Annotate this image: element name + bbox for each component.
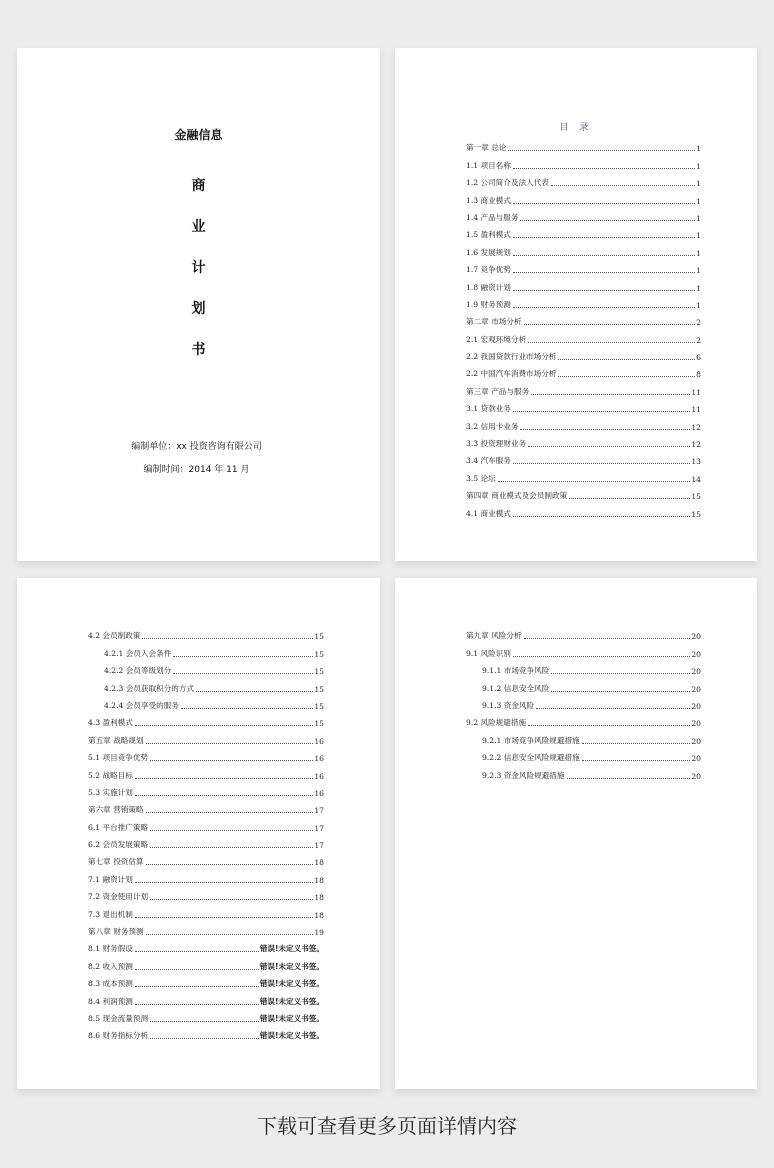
toc-entry-title: 5.2 战略目标 bbox=[88, 770, 133, 780]
toc-entry[interactable] bbox=[466, 206, 701, 223]
toc-entry-page: 20 bbox=[691, 771, 701, 781]
toc-entry-page: 14 bbox=[691, 474, 701, 484]
cover-page bbox=[17, 48, 380, 561]
toc-entry-page: 错误!未定义书签。 bbox=[259, 961, 324, 971]
toc-entry-title: 9.1 风险识别 bbox=[466, 648, 511, 658]
toc-entry-page: 19 bbox=[314, 928, 324, 938]
toc-entry-title: 9.2.3 资金风险规避措施 bbox=[482, 770, 565, 780]
toc-entry[interactable] bbox=[88, 989, 324, 1006]
toc-entry-page: 错误!未定义书签。 bbox=[259, 1031, 324, 1041]
toc-entry-title: 9.2.1 市场竞争风险规避措施 bbox=[482, 735, 580, 745]
toc-entry-page: 13 bbox=[691, 457, 701, 467]
cover-title-char: 计 bbox=[191, 260, 206, 276]
toc-entry-page: 12 bbox=[691, 440, 701, 450]
toc-entry[interactable] bbox=[88, 885, 324, 902]
toc-entry[interactable] bbox=[88, 659, 324, 676]
toc-leader-dots bbox=[135, 725, 313, 726]
toc-entry[interactable] bbox=[466, 188, 701, 205]
toc-entry-page: 1 bbox=[696, 231, 701, 241]
toc-entry[interactable] bbox=[88, 746, 324, 763]
toc-leader-dots bbox=[513, 463, 690, 464]
toc-entry-title: 4.2.2 会员等级划分 bbox=[104, 666, 172, 676]
toc-entry[interactable] bbox=[466, 171, 701, 188]
toc-entry-page: 错误!未定义书签。 bbox=[259, 996, 324, 1006]
toc-entry[interactable] bbox=[88, 867, 324, 884]
toc-entry-title: 4.2 会员制政策 bbox=[88, 631, 141, 641]
toc-leader-dots bbox=[513, 272, 695, 273]
toc-entry-page: 16 bbox=[314, 754, 324, 764]
toc-entry-page: 15 bbox=[314, 684, 324, 694]
toc-leader-dots bbox=[150, 1021, 259, 1022]
toc-leader-dots bbox=[150, 1038, 259, 1039]
toc-leader-dots bbox=[582, 743, 691, 744]
toc-entry[interactable] bbox=[466, 397, 701, 414]
toc-page-1 bbox=[395, 48, 757, 561]
toc-entry-title: 第一章 总论 bbox=[466, 143, 507, 153]
cover-title-char: 业 bbox=[191, 219, 206, 235]
toc-leader-dots bbox=[150, 847, 313, 848]
toc-entry[interactable] bbox=[466, 501, 701, 518]
toc-entry-title: 3.5 论坛 bbox=[466, 473, 496, 483]
toc-leader-dots bbox=[146, 812, 314, 813]
toc-entry-page: 2 bbox=[696, 318, 701, 328]
toc-entry-title: 8.4 利润预测 bbox=[88, 996, 133, 1006]
toc-leader-dots bbox=[528, 725, 690, 726]
toc-entry-title: 第五章 战略规划 bbox=[88, 735, 144, 745]
toc-leader-dots bbox=[135, 917, 313, 918]
toc-entry-page: 16 bbox=[314, 788, 324, 798]
toc-leader-dots bbox=[150, 830, 313, 831]
cover-title-char: 划 bbox=[191, 301, 206, 317]
toc-entry-title: 9.1.2 信息安全风险 bbox=[482, 683, 550, 693]
cover-title bbox=[17, 178, 380, 383]
toc-entry-page: 错误!未定义书签。 bbox=[259, 944, 324, 954]
toc-entry-page: 1 bbox=[696, 213, 701, 223]
toc-entry-page: 15 bbox=[691, 492, 701, 502]
toc-entry-title: 8.5 现金流量预测 bbox=[88, 1013, 149, 1023]
toc-list bbox=[466, 624, 701, 781]
toc-entry-title: 第六章 营销策略 bbox=[88, 805, 144, 815]
toc-entry[interactable] bbox=[466, 624, 701, 641]
toc-entry-page: 15 bbox=[314, 649, 324, 659]
toc-leader-dots bbox=[135, 882, 313, 883]
toc-entry-page: 15 bbox=[314, 701, 324, 711]
toc-entry-title: 3.4 汽车服务 bbox=[466, 456, 511, 466]
toc-leader-dots bbox=[513, 237, 695, 238]
toc-leader-dots bbox=[498, 481, 691, 482]
toc-leader-dots bbox=[513, 290, 695, 291]
toc-entry-page: 8 bbox=[696, 370, 701, 380]
toc-leader-dots bbox=[142, 638, 313, 639]
toc-leader-dots bbox=[520, 429, 690, 430]
toc-leader-dots bbox=[569, 498, 690, 499]
toc-entry-title: 1.3 商业模式 bbox=[466, 195, 511, 205]
toc-entry-title: 2.2 中国汽车消费市场分析 bbox=[466, 369, 557, 379]
toc-entry-title: 1.8 融资计划 bbox=[466, 282, 511, 292]
toc-entry[interactable] bbox=[466, 763, 701, 780]
toc-entry[interactable] bbox=[88, 972, 324, 989]
toc-entry-page: 1 bbox=[696, 248, 701, 258]
toc-entry[interactable] bbox=[466, 258, 701, 275]
toc-entry-title: 4.3 盈利模式 bbox=[88, 718, 133, 728]
toc-entry[interactable] bbox=[466, 345, 701, 362]
toc-entry-title: 8.1 财务假设 bbox=[88, 944, 133, 954]
toc-entry[interactable] bbox=[466, 659, 701, 676]
toc-entry-page: 20 bbox=[691, 701, 701, 711]
toc-entry[interactable] bbox=[466, 432, 701, 449]
toc-entry-title: 第七章 投资估算 bbox=[88, 857, 144, 867]
toc-entry-title: 2.1 宏观环境分析 bbox=[466, 334, 527, 344]
toc-leader-dots bbox=[558, 359, 695, 360]
toc-entry[interactable] bbox=[88, 624, 324, 641]
toc-entry-page: 11 bbox=[691, 387, 701, 397]
download-hint: 下载可查看更多页面详情内容 bbox=[257, 1114, 517, 1138]
toc-entry-title: 第三章 产品与服务 bbox=[466, 386, 530, 396]
toc-entry-title: 1.9 财务预测 bbox=[466, 299, 511, 309]
cover-title-char: 商 bbox=[191, 178, 206, 194]
toc-leader-dots bbox=[135, 986, 259, 987]
toc-entry-page: 错误!未定义书签。 bbox=[259, 1013, 324, 1023]
toc-entry-title: 1.2 公司简介及法人代表 bbox=[466, 178, 549, 188]
toc-entry-page: 20 bbox=[691, 632, 701, 642]
toc-entry-title: 2.2 我国贷款行业市场分析 bbox=[466, 352, 557, 362]
toc-entry[interactable] bbox=[466, 484, 701, 501]
toc-entry-title: 1.7 竞争优势 bbox=[466, 265, 511, 275]
toc-entry-page: 1 bbox=[696, 300, 701, 310]
toc-entry-page: 15 bbox=[314, 632, 324, 642]
toc-leader-dots bbox=[146, 934, 314, 935]
toc-entry-page: 1 bbox=[696, 196, 701, 206]
toc-entry[interactable] bbox=[466, 746, 701, 763]
toc-entry-title: 8.3 成本预测 bbox=[88, 979, 133, 989]
toc-entry[interactable] bbox=[88, 902, 324, 919]
toc-entry-title: 8.2 收入预测 bbox=[88, 961, 133, 971]
toc-entry-title: 9.2 风险规避措施 bbox=[466, 718, 527, 728]
toc-entry[interactable] bbox=[88, 1007, 324, 1024]
toc-entry-title: 4.2.1 会员入会条件 bbox=[104, 648, 172, 658]
toc-entry[interactable] bbox=[466, 275, 701, 292]
toc-leader-dots bbox=[196, 691, 313, 692]
cover-company: 金融信息 bbox=[174, 128, 223, 142]
cover-title-char: 书 bbox=[191, 342, 206, 358]
toc-entry-page: 15 bbox=[691, 509, 701, 519]
toc-leader-dots bbox=[173, 673, 313, 674]
toc-entry-title: 1.4 产品与服务 bbox=[466, 212, 519, 222]
toc-entry-page: 1 bbox=[696, 179, 701, 189]
toc-entry[interactable] bbox=[88, 641, 324, 658]
toc-leader-dots bbox=[150, 760, 313, 761]
toc-leader-dots bbox=[528, 342, 695, 343]
toc-entry-page: 17 bbox=[314, 841, 324, 851]
toc-entry[interactable] bbox=[466, 362, 701, 379]
toc-entry[interactable] bbox=[466, 293, 701, 310]
toc-entry-title: 1.6 发展规划 bbox=[466, 247, 511, 257]
toc-entry-title: 9.2.2 信息安全风险规避措施 bbox=[482, 753, 580, 763]
toc-entry[interactable] bbox=[466, 379, 701, 396]
toc-entry-page: 15 bbox=[314, 667, 324, 677]
toc-entry-page: 1 bbox=[696, 266, 701, 276]
toc-entry-page: 12 bbox=[691, 422, 701, 432]
toc-leader-dots bbox=[513, 307, 695, 308]
toc-entry-title: 9.1.1 市场竞争风险 bbox=[482, 666, 550, 676]
toc-entry-page: 16 bbox=[314, 736, 324, 746]
toc-leader-dots bbox=[524, 638, 691, 639]
toc-entry[interactable] bbox=[88, 920, 324, 937]
toc-entry-title: 第八章 财务预测 bbox=[88, 927, 144, 937]
toc-leader-dots bbox=[558, 376, 695, 377]
toc-leader-dots bbox=[567, 778, 691, 779]
toc-entry-title: 3.3 投资理财业务 bbox=[466, 439, 527, 449]
toc-entry-page: 1 bbox=[696, 144, 701, 154]
toc-entry-title: 6.1 平台推广策略 bbox=[88, 822, 149, 832]
toc-entry[interactable] bbox=[88, 694, 324, 711]
toc-entry-page: 11 bbox=[691, 405, 701, 415]
toc-entry-page: 18 bbox=[314, 875, 324, 885]
toc-leader-dots bbox=[513, 411, 690, 412]
toc-entry-title: 5.1 项目竞争优势 bbox=[88, 753, 149, 763]
toc-entry[interactable] bbox=[466, 711, 701, 728]
toc-leader-dots bbox=[181, 708, 313, 709]
toc-entry-page: 1 bbox=[696, 161, 701, 171]
toc-entry[interactable] bbox=[466, 223, 701, 240]
toc-leader-dots bbox=[528, 446, 690, 447]
toc-entry[interactable] bbox=[466, 466, 701, 483]
toc-entry-title: 6.2 会员发展策略 bbox=[88, 840, 149, 850]
toc-entry[interactable] bbox=[466, 728, 701, 745]
toc-entry-title: 3.1 贷款业务 bbox=[466, 404, 511, 414]
toc-leader-dots bbox=[173, 656, 313, 657]
toc-entry-page: 18 bbox=[314, 893, 324, 903]
toc-leader-dots bbox=[513, 255, 695, 256]
toc-entry[interactable] bbox=[466, 676, 701, 693]
toc-entry-page: 6 bbox=[696, 353, 701, 363]
cover-date: 编制时间：2014 年 11 月 bbox=[143, 465, 250, 475]
toc-entry[interactable] bbox=[88, 833, 324, 850]
toc-entry[interactable] bbox=[466, 310, 701, 327]
toc-list bbox=[88, 624, 324, 1041]
toc-entry-title: 第四章 商业模式及会员制政策 bbox=[466, 491, 568, 501]
toc-entry[interactable] bbox=[88, 763, 324, 780]
toc-entry[interactable] bbox=[88, 850, 324, 867]
toc-entry[interactable] bbox=[88, 781, 324, 798]
cover-unit: 编制单位：xx 投资咨询有限公司 bbox=[131, 442, 262, 452]
toc-entry-page: 20 bbox=[691, 736, 701, 746]
toc-leader-dots bbox=[551, 185, 695, 186]
toc-entry-title: 8.6 财务指标分析 bbox=[88, 1031, 149, 1041]
toc-leader-dots bbox=[508, 150, 695, 151]
toc-entry-title: 4.1 商业模式 bbox=[466, 508, 511, 518]
toc-leader-dots bbox=[135, 795, 313, 796]
toc-entry-page: 18 bbox=[314, 858, 324, 868]
toc-leader-dots bbox=[520, 220, 695, 221]
toc-leader-dots bbox=[582, 760, 691, 761]
toc-leader-dots bbox=[513, 656, 690, 657]
toc-leader-dots bbox=[135, 969, 259, 970]
toc-leader-dots bbox=[146, 864, 314, 865]
toc-leader-dots bbox=[513, 168, 695, 169]
toc-entry[interactable] bbox=[466, 449, 701, 466]
toc-entry-page: 20 bbox=[691, 667, 701, 677]
toc-list bbox=[466, 136, 701, 519]
toc-entry[interactable] bbox=[88, 954, 324, 971]
toc-entry[interactable] bbox=[466, 694, 701, 711]
toc-entry-page: 16 bbox=[314, 771, 324, 781]
toc-leader-dots bbox=[536, 708, 690, 709]
toc-leader-dots bbox=[135, 778, 313, 779]
toc-entry-title: 1.5 盈利模式 bbox=[466, 230, 511, 240]
toc-entry[interactable] bbox=[466, 136, 701, 153]
toc-entry-page: 20 bbox=[691, 649, 701, 659]
toc-entry[interactable] bbox=[88, 711, 324, 728]
toc-entry[interactable] bbox=[88, 937, 324, 954]
toc-entry-title: 3.2 信用卡业务 bbox=[466, 421, 519, 431]
toc-leader-dots bbox=[135, 951, 259, 952]
toc-entry-page: 15 bbox=[314, 719, 324, 729]
toc-entry[interactable] bbox=[88, 1024, 324, 1041]
toc-leader-dots bbox=[551, 673, 690, 674]
toc-entry-title: 第九章 风险分析 bbox=[466, 631, 522, 641]
toc-entry[interactable] bbox=[466, 414, 701, 431]
toc-entry[interactable] bbox=[88, 815, 324, 832]
toc-entry-page: 17 bbox=[314, 823, 324, 833]
toc-entry-page: 18 bbox=[314, 910, 324, 920]
toc-entry[interactable] bbox=[466, 327, 701, 344]
toc-leader-dots bbox=[146, 743, 314, 744]
toc-leader-dots bbox=[524, 324, 696, 325]
toc-leader-dots bbox=[513, 203, 695, 204]
toc-entry-title: 4.2.4 会员享受的服务 bbox=[104, 700, 179, 710]
toc-entry[interactable] bbox=[88, 798, 324, 815]
toc-leader-dots bbox=[531, 394, 690, 395]
toc-entry-title: 7.3 退出机制 bbox=[88, 909, 133, 919]
toc-entry[interactable] bbox=[88, 728, 324, 745]
toc-page-2 bbox=[17, 578, 380, 1089]
toc-entry-title: 9.1.3 资金风险 bbox=[482, 700, 535, 710]
toc-entry-title: 第二章 市场分析 bbox=[466, 317, 522, 327]
toc-title: 目 录 bbox=[559, 123, 593, 133]
toc-entry-page: 17 bbox=[314, 806, 324, 816]
toc-entry[interactable] bbox=[466, 641, 701, 658]
toc-entry-page: 错误!未定义书签。 bbox=[259, 979, 324, 989]
toc-entry-title: 7.2 资金使用计划 bbox=[88, 892, 149, 902]
toc-leader-dots bbox=[150, 899, 313, 900]
toc-page-3 bbox=[395, 578, 757, 1089]
toc-entry-title: 5.3 实施计划 bbox=[88, 787, 133, 797]
toc-leader-dots bbox=[513, 516, 690, 517]
toc-entry[interactable] bbox=[466, 240, 701, 257]
toc-entry-title: 4.2.3 会员获取积分的方式 bbox=[104, 683, 195, 693]
toc-entry-page: 20 bbox=[691, 684, 701, 694]
toc-entry-title: 1.1 项目名称 bbox=[466, 160, 511, 170]
toc-leader-dots bbox=[551, 691, 690, 692]
toc-entry[interactable] bbox=[88, 676, 324, 693]
toc-entry-page: 20 bbox=[691, 754, 701, 764]
toc-entry-page: 20 bbox=[691, 719, 701, 729]
toc-entry[interactable] bbox=[466, 153, 701, 170]
toc-entry-title: 7.1 融资计划 bbox=[88, 874, 133, 884]
toc-entry-page: 1 bbox=[696, 283, 701, 293]
toc-leader-dots bbox=[135, 1004, 259, 1005]
toc-entry-page: 2 bbox=[696, 335, 701, 345]
